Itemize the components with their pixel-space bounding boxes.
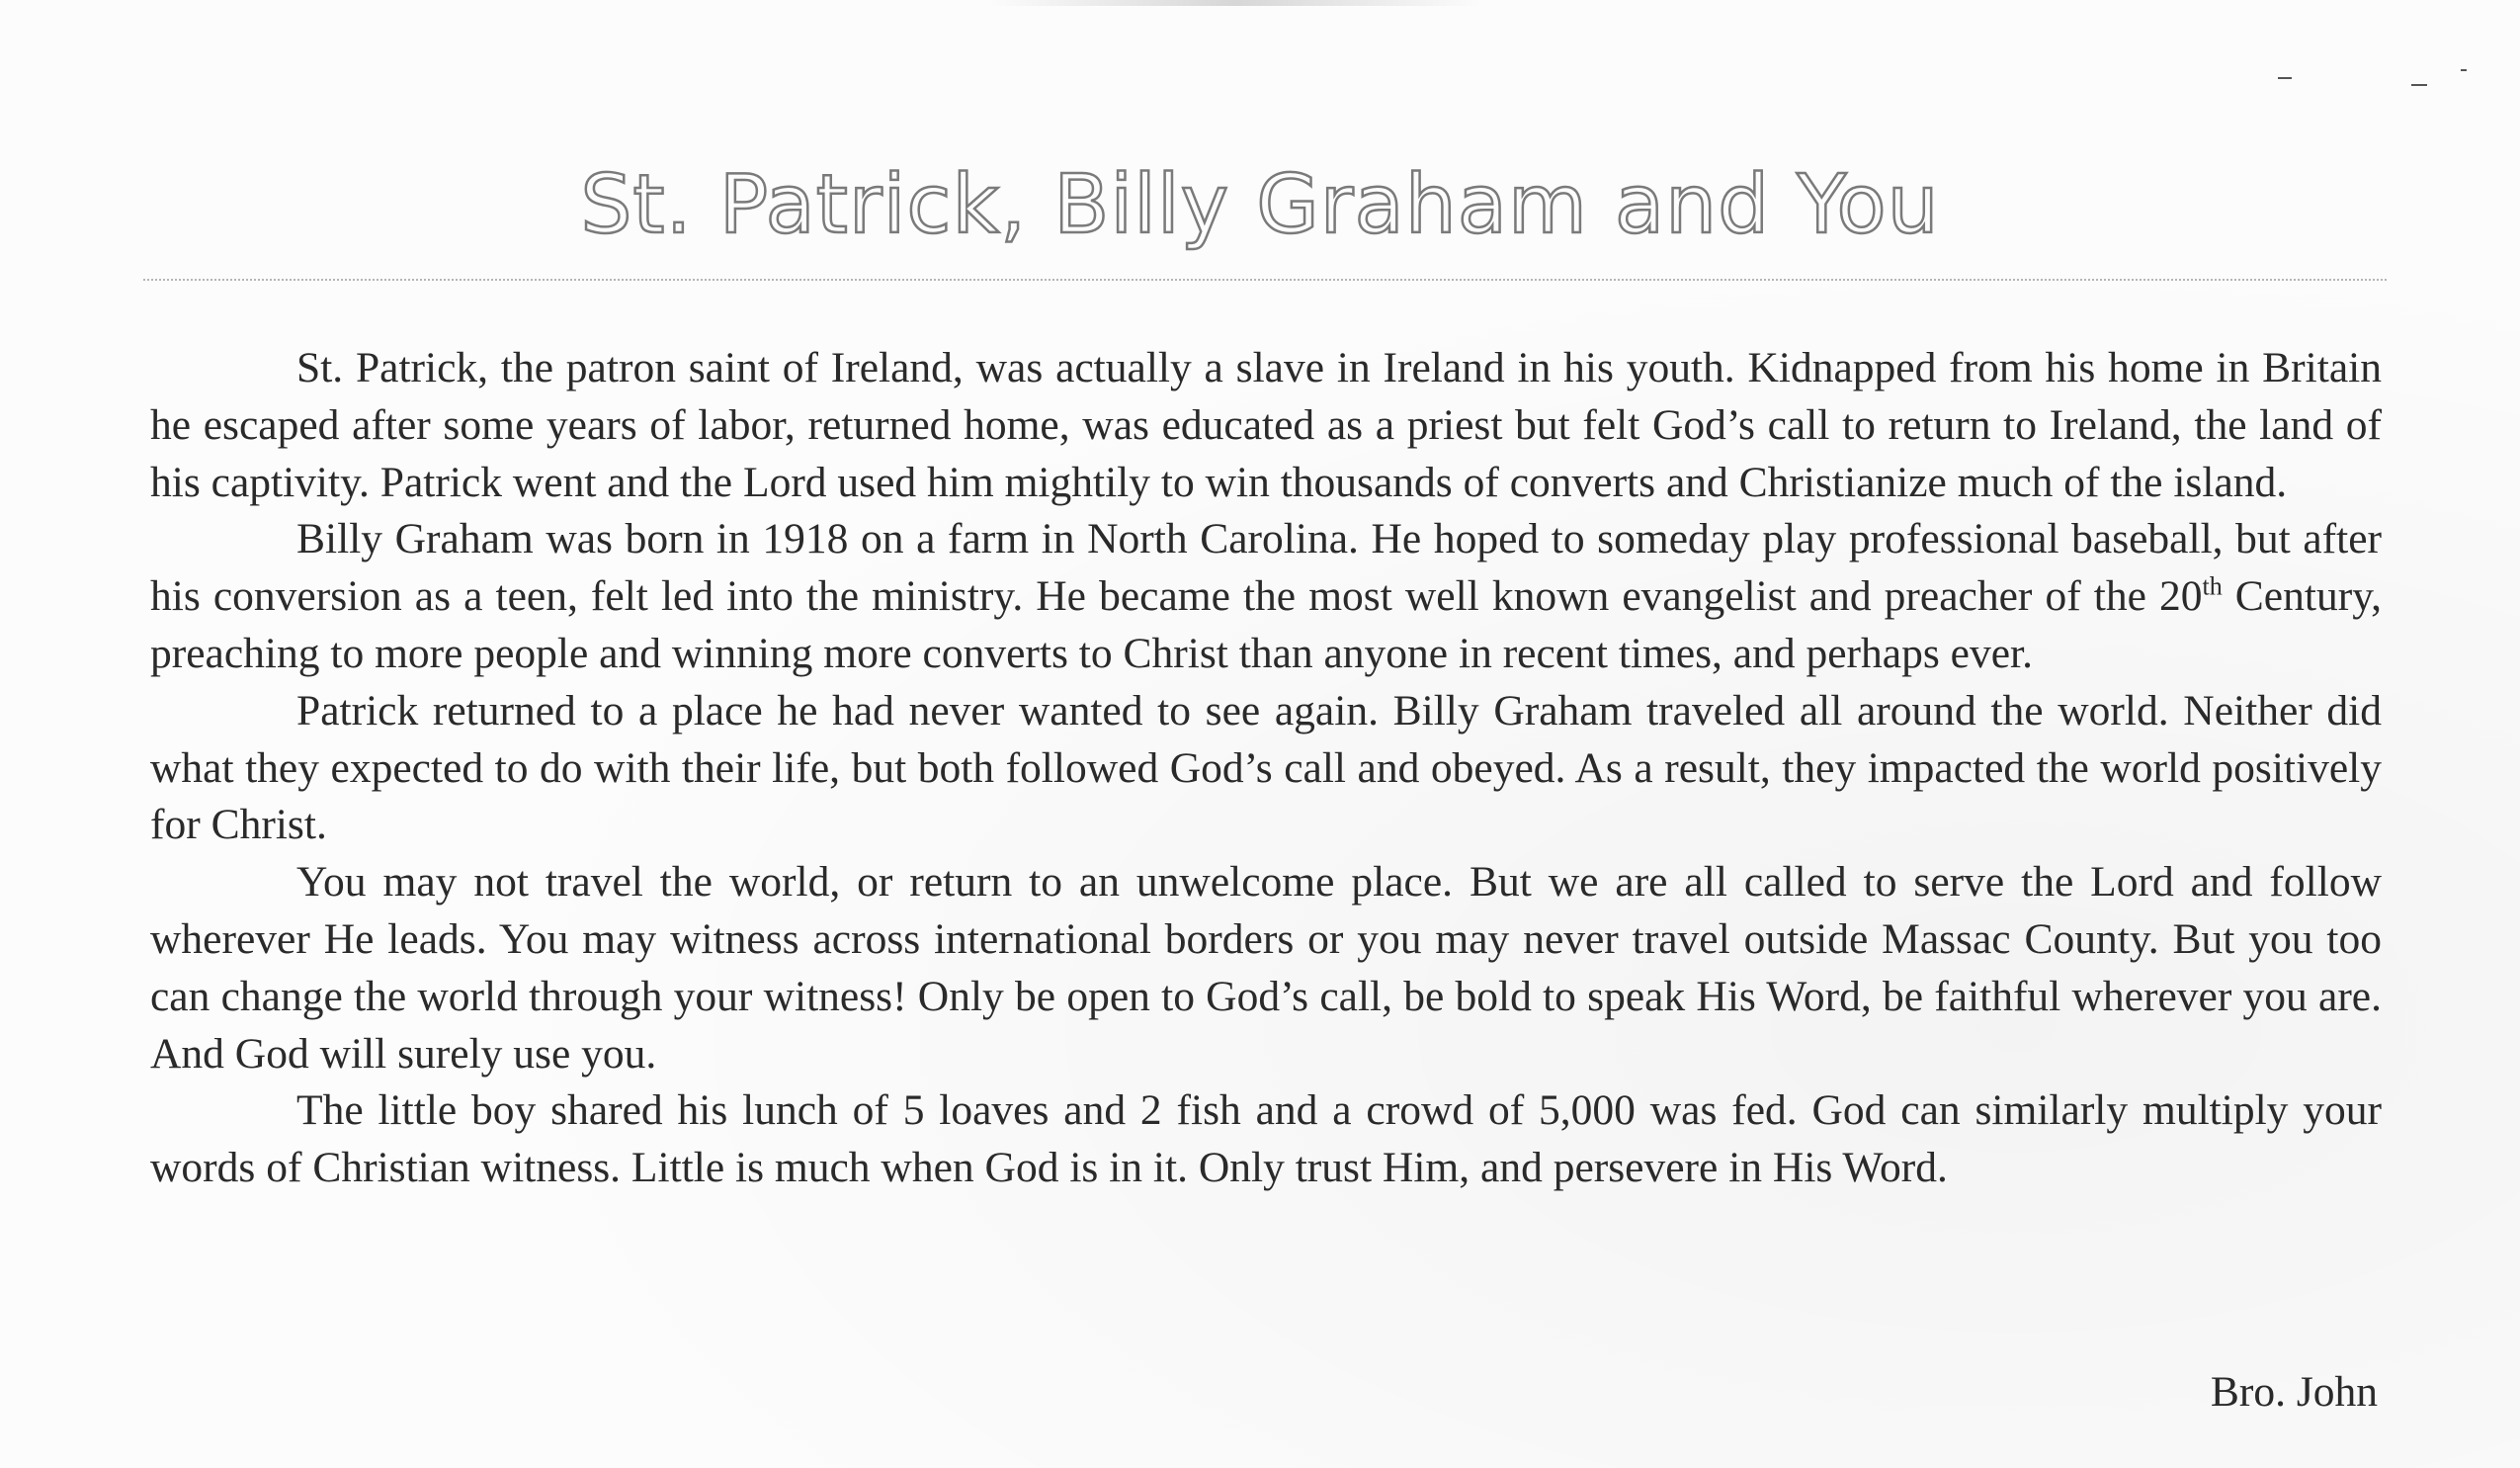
scan-speck <box>2461 69 2467 71</box>
paragraph-st-patrick: St. Patrick, the patron saint of Ireland, was actually a slave in Ireland in his youth. Kidnapped from his home in Britain he escaped after some years of labor, returned home, was educated as a priest but felt God’s call to return to Ireland, the land of his captivity. Patrick went and the Lord used him mightily to win thousands of converts and Christianize much of the island. <box>150 344 2382 506</box>
signature: Bro. John <box>2210 1368 2378 1416</box>
paragraph-loaves-and-fish: The little boy shared his lunch of 5 loaves and 2 fish and a crowd of 5,000 was fed. God can similarly multiply your words of Christian witness. Little is much when God is in it. Only trust Him, and persevere in His Word. <box>150 1086 2382 1192</box>
page-title: St. Patrick, Billy Graham and You <box>580 158 1940 252</box>
graham-text-start: Billy Graham was born in 1918 on a farm in North Carolina. He hoped to someday play professional baseball, but after his conversion as a teen, felt led into the ministry. He became the most well known evangelist and preacher of the 20 <box>150 515 2382 621</box>
graham-text-end: Century, preaching to more people and winning more converts to Christ than anyone in recent times, and perhaps ever. <box>150 572 2382 677</box>
scan-edge-mark <box>988 0 1482 6</box>
scan-speck <box>2411 84 2427 86</box>
scan-speck <box>2278 77 2292 79</box>
ordinal-suffix: th <box>2202 571 2223 601</box>
title-divider <box>143 279 2387 281</box>
paragraph-you: You may not travel the world, or return to an unwelcome place. But we are all called to serve the Lord and follow wherever He leads. You may witness across international borders or you may never travel outside Massac County. But you too can change the world through your witness! Only be open to God’s call, be bold to speak His Word, be faithful wherever you are. And God will surely use you. <box>150 858 2382 1078</box>
article-body <box>150 340 2382 1197</box>
paragraph-comparison: Patrick returned to a place he had never wanted to see again. Billy Graham traveled all around the world. Neither did what they expected to do with their life, but both followed God’s call and obeyed. As a result, they impacted the world positively for Christ. <box>150 686 2382 849</box>
paragraph-billy-graham <box>150 511 2382 682</box>
